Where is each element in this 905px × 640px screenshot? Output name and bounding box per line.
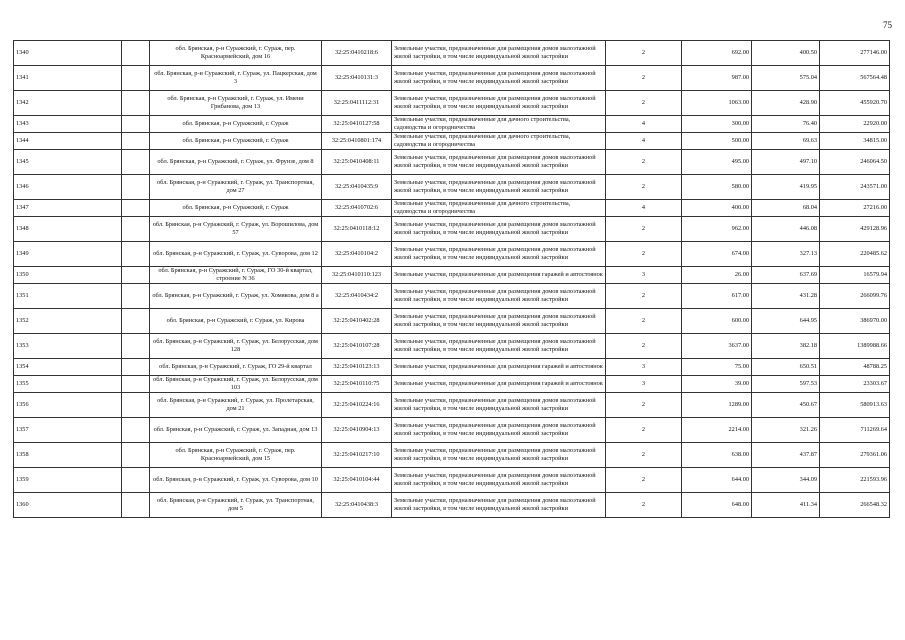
land-use-cell: Земельные участки, предназначенные для размещения домов малоэтажной жилой застройки, в том числе индивидуальной жилой застройки [392, 309, 606, 334]
row-number: 1354 [14, 359, 122, 376]
spacer-cell [122, 418, 150, 443]
row-number: 1357 [14, 418, 122, 443]
area-cell: 962.00 [682, 217, 752, 242]
land-use-cell: Земельные участки, предназначенные для размещения домов малоэтажной жилой застройки, в том числе индивидуальной жилой застройки [392, 217, 606, 242]
address-cell: обл. Брянская, р-н Суражский, г. Сураж, ГО 29-й квартал [150, 359, 322, 376]
cadastral-cost-cell: 16579.94 [820, 267, 890, 284]
spacer-cell [122, 267, 150, 284]
row-number: 1356 [14, 393, 122, 418]
table-row [14, 217, 890, 242]
row-number: 1341 [14, 66, 122, 91]
cadastral-number-cell: 32:25:0410104:44 [322, 468, 392, 493]
address-cell: обл. Брянская, р-н Суражский, г. Сураж, ул. Фрунзе, дом 8 [150, 150, 322, 175]
group-cell: 3 [606, 267, 682, 284]
area-cell: 3637.00 [682, 334, 752, 359]
specific-value-cell: 344.09 [752, 468, 820, 493]
cadastral-cost-cell: 243571.00 [820, 175, 890, 200]
spacer-cell [122, 393, 150, 418]
cadastral-cost-cell: 266548.32 [820, 493, 890, 518]
spacer-cell [122, 376, 150, 393]
row-number: 1348 [14, 217, 122, 242]
cadastral-number-cell: 32:25:0410131:3 [322, 66, 392, 91]
specific-value-cell: 597.53 [752, 376, 820, 393]
land-use-cell: Земельные участки, предназначенные для дачного строительства, садоводства и огородничества [392, 133, 606, 150]
group-cell: 2 [606, 334, 682, 359]
spacer-cell [122, 116, 150, 133]
cadastral-cost-cell: 386970.00 [820, 309, 890, 334]
cadastral-cost-cell: 220485.62 [820, 242, 890, 267]
table-row [14, 284, 890, 309]
spacer-cell [122, 334, 150, 359]
row-number: 1352 [14, 309, 122, 334]
specific-value-cell: 76.40 [752, 116, 820, 133]
address-cell: обл. Брянская, р-н Суражский, г. Сураж, ул. Кирова [150, 309, 322, 334]
row-number: 1342 [14, 91, 122, 116]
cadastral-number-cell: 32:25:0410438:3 [322, 493, 392, 518]
group-cell: 2 [606, 91, 682, 116]
area-cell: 1063.00 [682, 91, 752, 116]
cadastral-number-cell: 32:25:0410217:10 [322, 443, 392, 468]
land-use-cell: Земельные участки, предназначенные для размещения домов малоэтажной жилой застройки, в том числе индивидуальной жилой застройки [392, 334, 606, 359]
group-cell: 2 [606, 493, 682, 518]
row-number: 1358 [14, 443, 122, 468]
cadastral-number-cell: 32:25:0410127:58 [322, 116, 392, 133]
group-cell: 2 [606, 443, 682, 468]
land-use-cell: Земельные участки, предназначенные для размещения гаражей и автостоянок [392, 267, 606, 284]
cadastral-number-cell: 32:25:0410702:6 [322, 200, 392, 217]
group-cell: 2 [606, 175, 682, 200]
area-cell: 674.00 [682, 242, 752, 267]
address-cell: обл. Брянская, р-н Суражский, г. Сураж, ул. Пацкерская, дом 3 [150, 66, 322, 91]
address-cell: обл. Брянская, р-н Суражский, г. Сураж, ГО 30-й квартал, строение N 36 [150, 267, 322, 284]
group-cell: 4 [606, 133, 682, 150]
area-cell: 987.00 [682, 66, 752, 91]
address-cell: обл. Брянская, р-н Суражский, г. Сураж, ул. Транспортная, дом 27 [150, 175, 322, 200]
group-cell: 3 [606, 376, 682, 393]
cadastral-number-cell: 32:25:0410218:6 [322, 41, 392, 66]
specific-value-cell: 69.63 [752, 133, 820, 150]
cadastral-cost-cell: 567564.48 [820, 66, 890, 91]
specific-value-cell: 431.28 [752, 284, 820, 309]
group-cell: 4 [606, 116, 682, 133]
row-number: 1355 [14, 376, 122, 393]
row-number: 1351 [14, 284, 122, 309]
cadastral-number-cell: 32:25:0410123:13 [322, 359, 392, 376]
group-cell: 2 [606, 418, 682, 443]
land-use-cell: Земельные участки, предназначенные для размещения домов малоэтажной жилой застройки, в том числе индивидуальной жилой застройки [392, 150, 606, 175]
area-cell: 1289.00 [682, 393, 752, 418]
cadastral-cost-cell: 27216.00 [820, 200, 890, 217]
spacer-cell [122, 468, 150, 493]
specific-value-cell: 575.04 [752, 66, 820, 91]
land-registry-table [13, 40, 890, 518]
area-cell: 39.00 [682, 376, 752, 393]
specific-value-cell: 497.10 [752, 150, 820, 175]
address-cell: обл. Брянская, р-н Суражский, г. Сураж, ул. Белорусская, дом 103 [150, 376, 322, 393]
address-cell: обл. Брянская, р-н Суражский, г. Сураж, ул. Пролетарская, дом 21 [150, 393, 322, 418]
specific-value-cell: 400.50 [752, 41, 820, 66]
row-number: 1350 [14, 267, 122, 284]
group-cell: 2 [606, 393, 682, 418]
table-row [14, 493, 890, 518]
address-cell: обл. Брянская, р-н Суражский, г. Сураж [150, 133, 322, 150]
cadastral-cost-cell: 22920.00 [820, 116, 890, 133]
specific-value-cell: 419.95 [752, 175, 820, 200]
spacer-cell [122, 66, 150, 91]
specific-value-cell: 382.18 [752, 334, 820, 359]
spacer-cell [122, 309, 150, 334]
area-cell: 26.00 [682, 267, 752, 284]
land-use-cell: Земельные участки, предназначенные для размещения гаражей и автостоянок [392, 376, 606, 393]
area-cell: 75.00 [682, 359, 752, 376]
address-cell: обл. Брянская, р-н Суражский, г. Сураж [150, 116, 322, 133]
area-cell: 644.00 [682, 468, 752, 493]
specific-value-cell: 327.13 [752, 242, 820, 267]
row-number: 1344 [14, 133, 122, 150]
land-use-cell: Земельные участки, предназначенные для дачного строительства, садоводства и огородничества [392, 116, 606, 133]
address-cell: обл. Брянская, р-н Суражский, г. Сураж, ул. Ворошилова, дом 57 [150, 217, 322, 242]
spacer-cell [122, 133, 150, 150]
area-cell: 2214.00 [682, 418, 752, 443]
area-cell: 648.00 [682, 493, 752, 518]
land-use-cell: Земельные участки, предназначенные для размещения домов малоэтажной жилой застройки, в том числе индивидуальной жилой застройки [392, 41, 606, 66]
specific-value-cell: 450.67 [752, 393, 820, 418]
cadastral-cost-cell: 1389988.66 [820, 334, 890, 359]
cadastral-cost-cell: 455920.70 [820, 91, 890, 116]
cadastral-number-cell: 32:25:0410408:11 [322, 150, 392, 175]
cadastral-number-cell: 32:25:0410435:9 [322, 175, 392, 200]
spacer-cell [122, 41, 150, 66]
address-cell: обл. Брянская, р-н Суражский, г. Сураж [150, 200, 322, 217]
specific-value-cell: 428.90 [752, 91, 820, 116]
land-use-cell: Земельные участки, предназначенные для размещения домов малоэтажной жилой застройки, в том числе индивидуальной жилой застройки [392, 242, 606, 267]
land-use-cell: Земельные участки, предназначенные для размещения домов малоэтажной жилой застройки, в том числе индивидуальной жилой застройки [392, 493, 606, 518]
spacer-cell [122, 175, 150, 200]
table-row [14, 393, 890, 418]
cadastral-cost-cell: 711269.64 [820, 418, 890, 443]
group-cell: 2 [606, 41, 682, 66]
table-row [14, 443, 890, 468]
specific-value-cell: 321.26 [752, 418, 820, 443]
area-cell: 617.00 [682, 284, 752, 309]
table-row [14, 359, 890, 376]
land-use-cell: Земельные участки, предназначенные для размещения домов малоэтажной жилой застройки, в том числе индивидуальной жилой застройки [392, 418, 606, 443]
area-cell: 495.00 [682, 150, 752, 175]
spacer-cell [122, 284, 150, 309]
cadastral-number-cell: 32:25:0410104:2 [322, 242, 392, 267]
land-use-cell: Земельные участки, предназначенные для размещения домов малоэтажной жилой застройки, в том числе индивидуальной жилой застройки [392, 468, 606, 493]
address-cell: обл. Брянская, р-н Суражский, г. Сураж, ул. Белорусская, дом 128 [150, 334, 322, 359]
table-row [14, 242, 890, 267]
group-cell: 2 [606, 66, 682, 91]
table-row [14, 418, 890, 443]
address-cell: обл. Брянская, р-н Суражский, г. Сураж, ул. Суворова, дом 10 [150, 468, 322, 493]
spacer-cell [122, 443, 150, 468]
cadastral-cost-cell: 266099.76 [820, 284, 890, 309]
group-cell: 3 [606, 359, 682, 376]
land-use-cell: Земельные участки, предназначенные для размещения домов малоэтажной жилой застройки, в том числе индивидуальной жилой застройки [392, 175, 606, 200]
address-cell: обл. Брянская, р-н Суражский, г. Сураж, ул. Хомякова, дом 8 а [150, 284, 322, 309]
group-cell: 4 [606, 200, 682, 217]
table-row [14, 41, 890, 66]
area-cell: 692.00 [682, 41, 752, 66]
row-number: 1340 [14, 41, 122, 66]
table-row [14, 376, 890, 393]
cadastral-cost-cell: 246064.50 [820, 150, 890, 175]
page-number: 75 [883, 20, 892, 30]
land-use-cell: Земельные участки, предназначенные для дачного строительства, садоводства и огородничества [392, 200, 606, 217]
land-use-cell: Земельные участки, предназначенные для размещения гаражей и автостоянок [392, 359, 606, 376]
specific-value-cell: 644.95 [752, 309, 820, 334]
table-row [14, 91, 890, 116]
specific-value-cell: 446.08 [752, 217, 820, 242]
land-use-cell: Земельные участки, предназначенные для размещения домов малоэтажной жилой застройки, в том числе индивидуальной жилой застройки [392, 66, 606, 91]
land-use-cell: Земельные участки, предназначенные для размещения домов малоэтажной жилой застройки, в том числе индивидуальной жилой застройки [392, 91, 606, 116]
row-number: 1346 [14, 175, 122, 200]
cadastral-cost-cell: 48788.25 [820, 359, 890, 376]
cadastral-number-cell: 32:25:0410110:123 [322, 267, 392, 284]
specific-value-cell: 637.69 [752, 267, 820, 284]
address-cell: обл. Брянская, р-н Суражский, г. Сураж, ул. Западная, дом 13 [150, 418, 322, 443]
cadastral-number-cell: 32:25:0410107:28 [322, 334, 392, 359]
address-cell: обл. Брянская, р-н Суражский, г. Сураж, ул. Суворова, дом 12 [150, 242, 322, 267]
address-cell: обл. Брянская, р-н Суражский, г. Сураж, ул. Имени Грибанова, дом 13 [150, 91, 322, 116]
cadastral-number-cell: 32:25:0410904:13 [322, 418, 392, 443]
cadastral-number-cell: 32:25:0410118:12 [322, 217, 392, 242]
table-row [14, 309, 890, 334]
specific-value-cell: 650.51 [752, 359, 820, 376]
cadastral-cost-cell: 23303.67 [820, 376, 890, 393]
row-number: 1347 [14, 200, 122, 217]
address-cell: обл. Брянская, р-н Суражский, г. Сураж, пер. Красноармейский, дом 16 [150, 41, 322, 66]
group-cell: 2 [606, 150, 682, 175]
cadastral-cost-cell: 429128.96 [820, 217, 890, 242]
spacer-cell [122, 242, 150, 267]
table-row [14, 334, 890, 359]
table-row [14, 267, 890, 284]
spacer-cell [122, 91, 150, 116]
spacer-cell [122, 493, 150, 518]
group-cell: 2 [606, 217, 682, 242]
cadastral-number-cell: 32:25:0410801:174 [322, 133, 392, 150]
row-number: 1345 [14, 150, 122, 175]
area-cell: 500.00 [682, 133, 752, 150]
cadastral-number-cell: 32:25:0410224:16 [322, 393, 392, 418]
specific-value-cell: 68.04 [752, 200, 820, 217]
cadastral-number-cell: 32:25:0411112:31 [322, 91, 392, 116]
row-number: 1349 [14, 242, 122, 267]
spacer-cell [122, 217, 150, 242]
table-row [14, 175, 890, 200]
group-cell: 2 [606, 468, 682, 493]
table-row [14, 468, 890, 493]
land-use-cell: Земельные участки, предназначенные для размещения домов малоэтажной жилой застройки, в том числе индивидуальной жилой застройки [392, 443, 606, 468]
cadastral-number-cell: 32:25:0410110:75 [322, 376, 392, 393]
cadastral-cost-cell: 277146.00 [820, 41, 890, 66]
area-cell: 638.00 [682, 443, 752, 468]
land-use-cell: Земельные участки, предназначенные для размещения домов малоэтажной жилой застройки, в том числе индивидуальной жилой застройки [392, 284, 606, 309]
specific-value-cell: 437.87 [752, 443, 820, 468]
table-row [14, 200, 890, 217]
cadastral-number-cell: 32:25:0410402:28 [322, 309, 392, 334]
address-cell: обл. Брянская, р-н Суражский, г. Сураж, пер. Красноармейский, дом 15 [150, 443, 322, 468]
row-number: 1359 [14, 468, 122, 493]
group-cell: 2 [606, 242, 682, 267]
cadastral-cost-cell: 34815.00 [820, 133, 890, 150]
table-row [14, 150, 890, 175]
row-number: 1353 [14, 334, 122, 359]
area-cell: 600.00 [682, 309, 752, 334]
row-number: 1360 [14, 493, 122, 518]
land-use-cell: Земельные участки, предназначенные для размещения домов малоэтажной жилой застройки, в том числе индивидуальной жилой застройки [392, 393, 606, 418]
group-cell: 2 [606, 309, 682, 334]
table-row [14, 116, 890, 133]
cadastral-cost-cell: 221593.96 [820, 468, 890, 493]
row-number: 1343 [14, 116, 122, 133]
table-body [14, 41, 890, 518]
table-row [14, 66, 890, 91]
area-cell: 400.00 [682, 200, 752, 217]
area-cell: 580.00 [682, 175, 752, 200]
spacer-cell [122, 150, 150, 175]
cadastral-cost-cell: 279361.06 [820, 443, 890, 468]
cadastral-cost-cell: 580913.63 [820, 393, 890, 418]
spacer-cell [122, 359, 150, 376]
table-row [14, 133, 890, 150]
spacer-cell [122, 200, 150, 217]
specific-value-cell: 411.34 [752, 493, 820, 518]
address-cell: обл. Брянская, р-н Суражский, г. Сураж, ул. Транспортная, дом 5 [150, 493, 322, 518]
area-cell: 300.00 [682, 116, 752, 133]
group-cell: 2 [606, 284, 682, 309]
cadastral-number-cell: 32:25:0410434:2 [322, 284, 392, 309]
